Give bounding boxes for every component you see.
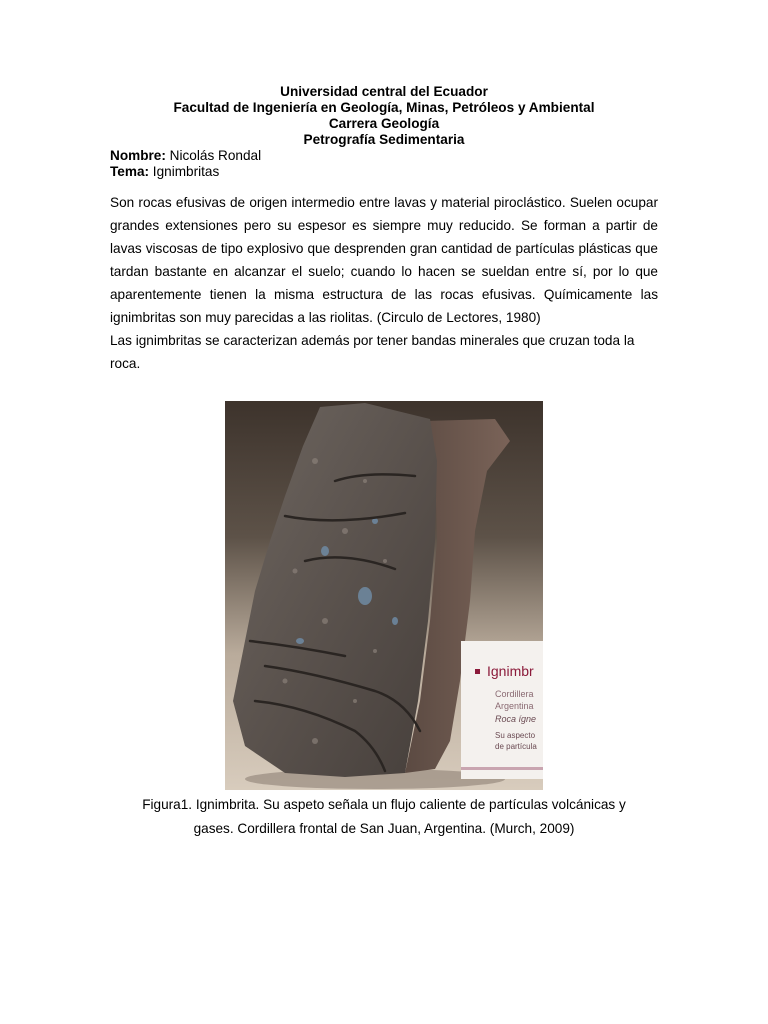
- body-paragraph-1: Son rocas efusivas de origen intermedio entre lavas y material piroclástico. Suelen ocupar grandes extensiones pero su espesor es siempre muy reducido. Se forman a partir de lavas viscosas de tipo explosivo que desprenden gran cantidad de partículas plásticas que tardan bastante en alcanzar el suelo; cuando lo hacen se sueldan entre sí, por lo que aparentemente tienen la misma estructura de las rocas efusivas. Químicamente las ignimbritas son muy parecidas a las riolitas. (Circulo de Lectores, 1980): [110, 195, 658, 325]
- topic-label: Tema:: [110, 164, 150, 179]
- caption-line-1: Figura1. Ignimbrita. Su aspeto señala un flujo caliente de partículas volcánicas y: [142, 797, 626, 812]
- document-page: [110, 84, 658, 375]
- figure-caption: [110, 793, 658, 841]
- caption-line-2: gases. Cordillera frontal de San Juan, Argentina. (Murch, 2009): [193, 821, 575, 836]
- student-info: [110, 148, 658, 180]
- rock-illustration: [225, 401, 543, 790]
- topic-value: Ignimbritas: [149, 164, 220, 179]
- name-label: Nombre:: [110, 148, 166, 163]
- topic-line: [110, 164, 658, 180]
- university-name: Universidad central del Ecuador: [280, 84, 488, 99]
- name-value: Nicolás Rondal: [165, 148, 262, 163]
- document-header: [110, 84, 658, 148]
- label-line-3: Roca ígne: [495, 714, 537, 724]
- name-line: [110, 148, 658, 164]
- label-line-4: Su aspecto: [495, 731, 536, 740]
- body-paragraph-2: Las ignimbritas se caracterizan además por tener bandas minerales que cruzan toda la roca.: [110, 333, 635, 371]
- label-title: Ignimbr: [487, 663, 534, 679]
- label-line-5: de partícula: [495, 742, 537, 751]
- faculty-name: Facultad de Ingeniería en Geología, Minas, Petróleos y Ambiental: [173, 100, 595, 115]
- ignimbrite-photo: [225, 401, 543, 790]
- career-name: Carrera Geología: [328, 116, 440, 131]
- label-line-1: Cordillera: [495, 689, 534, 699]
- course-name: Petrografía Sedimentaria: [303, 132, 465, 147]
- label-line-2: Argentina: [495, 701, 534, 711]
